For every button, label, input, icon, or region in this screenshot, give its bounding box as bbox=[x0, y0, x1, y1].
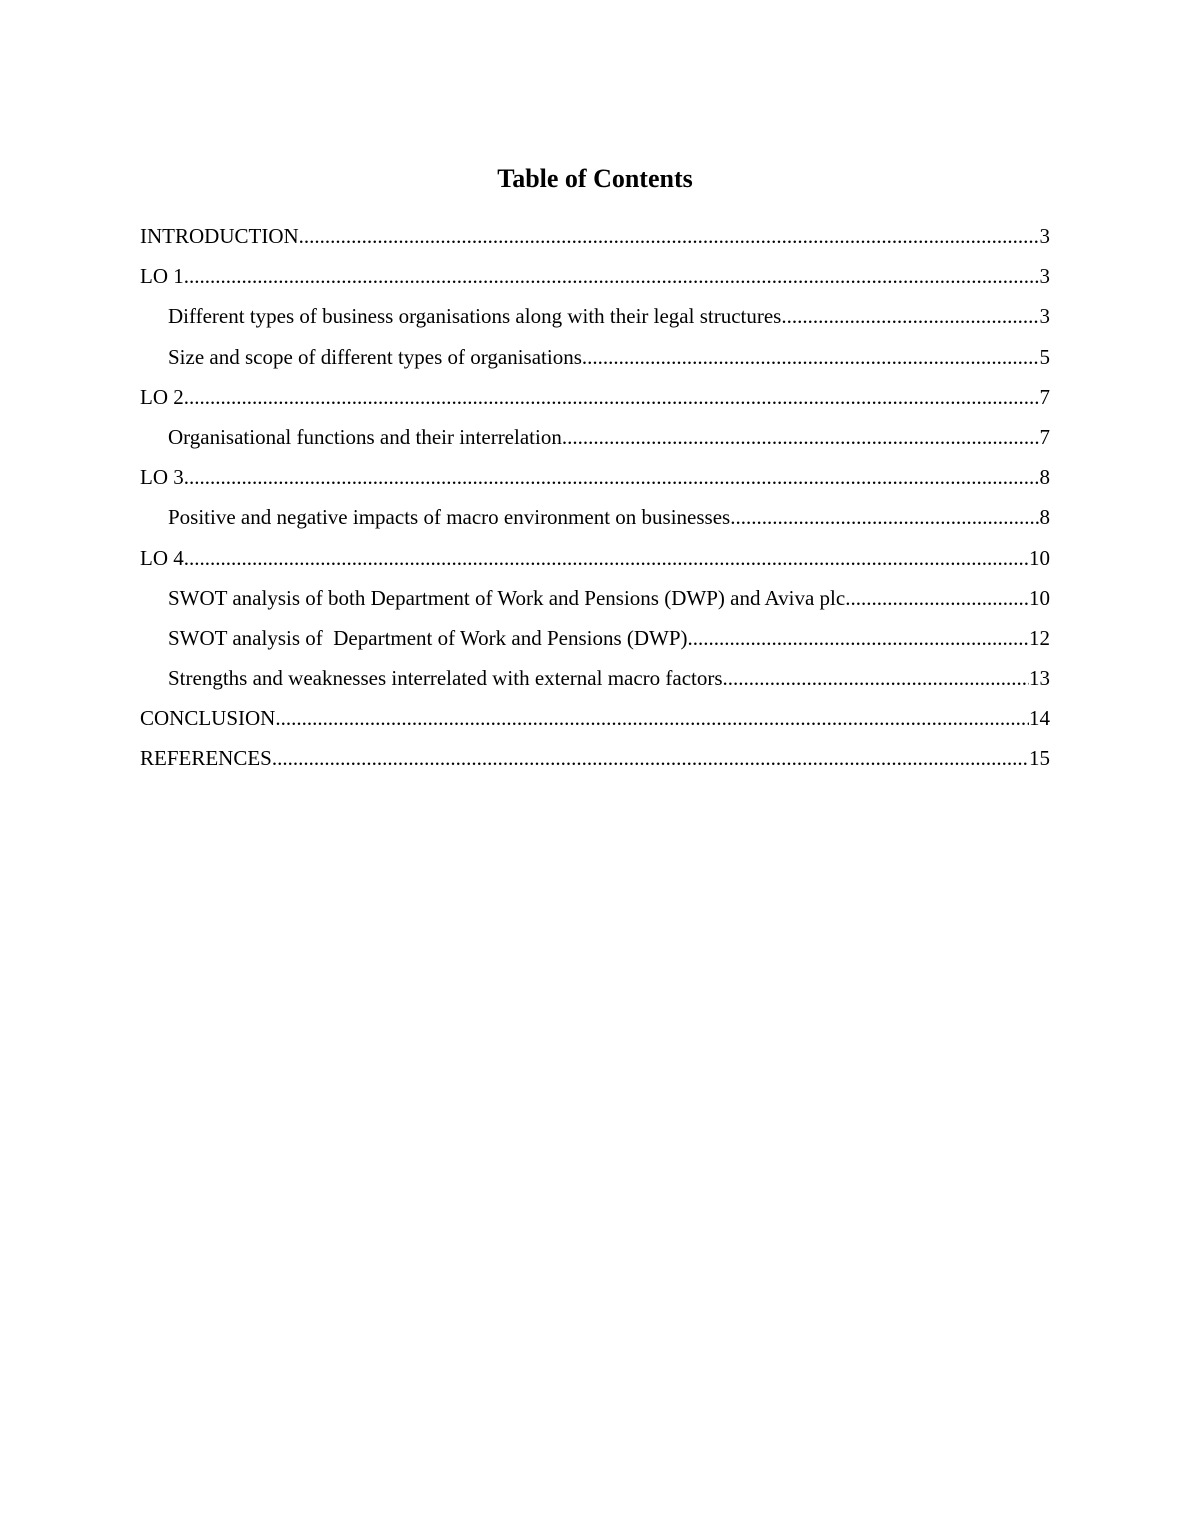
dot-leader bbox=[781, 302, 1039, 330]
dot-leader bbox=[562, 423, 1040, 451]
toc-entry-label: REFERENCES bbox=[140, 746, 272, 771]
toc-entry-label: Organisational functions and their interrelation bbox=[168, 424, 562, 449]
toc-entry-label: CONCLUSION bbox=[140, 706, 276, 731]
toc-entry-label: LO 2 bbox=[140, 384, 184, 409]
toc-entry-page: 3 bbox=[1039, 224, 1050, 248]
toc-entry-label: INTRODUCTION bbox=[140, 224, 299, 248]
dot-leader bbox=[272, 744, 1029, 772]
toc-entry-page: 8 bbox=[1039, 505, 1050, 530]
toc-entry-label: Size and scope of different types of organisations bbox=[168, 344, 582, 369]
toc-entry-page: 15 bbox=[1029, 746, 1050, 771]
toc-entry-lo3[interactable] bbox=[140, 463, 1050, 503]
toc-entry-page: 10 bbox=[1029, 545, 1050, 570]
toc-entry-introduction[interactable] bbox=[140, 222, 1050, 262]
toc-list bbox=[140, 222, 1050, 785]
dot-leader bbox=[723, 664, 1029, 692]
toc-entry-page: 5 bbox=[1039, 344, 1050, 369]
dot-leader bbox=[275, 704, 1029, 732]
toc-entry-label: LO 1 bbox=[140, 264, 184, 289]
toc-title: Table of Contents bbox=[497, 164, 693, 193]
toc-entry-page: 7 bbox=[1039, 384, 1050, 409]
toc-entry-label: Positive and negative impacts of macro environment on businesses bbox=[168, 505, 731, 530]
toc-entry-label: LO 3 bbox=[140, 465, 184, 490]
toc-entry-label: Strengths and weaknesses interrelated with external macro factors bbox=[168, 666, 723, 691]
toc-entry-label: SWOT analysis of Department of Work and Pensions (DWP) bbox=[168, 625, 688, 650]
toc-entry-organisational-functions[interactable] bbox=[140, 423, 1050, 463]
toc-entry-page: 14 bbox=[1029, 706, 1050, 731]
toc-entry-macro-environment-impacts[interactable] bbox=[140, 503, 1050, 543]
toc-entry-swot-dwp-aviva[interactable] bbox=[140, 584, 1050, 624]
toc-entry-size-and-scope[interactable] bbox=[140, 343, 1050, 383]
toc-entry-page: 7 bbox=[1039, 424, 1050, 449]
dot-leader bbox=[845, 584, 1029, 612]
toc-entry-page: 8 bbox=[1039, 465, 1050, 490]
toc-entry-references[interactable] bbox=[140, 744, 1050, 784]
toc-entry-lo4[interactable] bbox=[140, 544, 1050, 584]
toc-entry-page: 3 bbox=[1039, 264, 1050, 289]
toc-entry-lo1[interactable] bbox=[140, 262, 1050, 302]
dot-leader bbox=[688, 624, 1029, 652]
toc-entry-strengths-weaknesses[interactable] bbox=[140, 664, 1050, 704]
dot-leader bbox=[184, 544, 1029, 572]
toc-entry-page: 12 bbox=[1029, 625, 1050, 650]
dot-leader bbox=[184, 383, 1040, 411]
toc-entry-label: Different types of business organisations along with their legal structures bbox=[168, 304, 782, 329]
toc-entry-swot-dwp[interactable] bbox=[140, 624, 1050, 664]
dot-leader bbox=[184, 262, 1040, 290]
toc-entry-label: SWOT analysis of both Department of Work and Pensions (DWP) and Aviva plc bbox=[168, 585, 846, 610]
dot-leader bbox=[582, 343, 1040, 371]
toc-entry-label: LO 4 bbox=[140, 545, 184, 570]
dot-leader bbox=[299, 222, 1040, 250]
toc-entry-page: 10 bbox=[1029, 585, 1050, 610]
toc-entry-conclusion[interactable] bbox=[140, 704, 1050, 744]
toc-entry-business-organisation-types[interactable] bbox=[140, 302, 1050, 342]
toc-entry-page: 3 bbox=[1039, 304, 1050, 329]
toc-entry-lo2[interactable] bbox=[140, 383, 1050, 423]
toc-entry-page: 13 bbox=[1029, 666, 1050, 691]
dot-leader bbox=[730, 503, 1039, 531]
dot-leader bbox=[184, 463, 1040, 491]
